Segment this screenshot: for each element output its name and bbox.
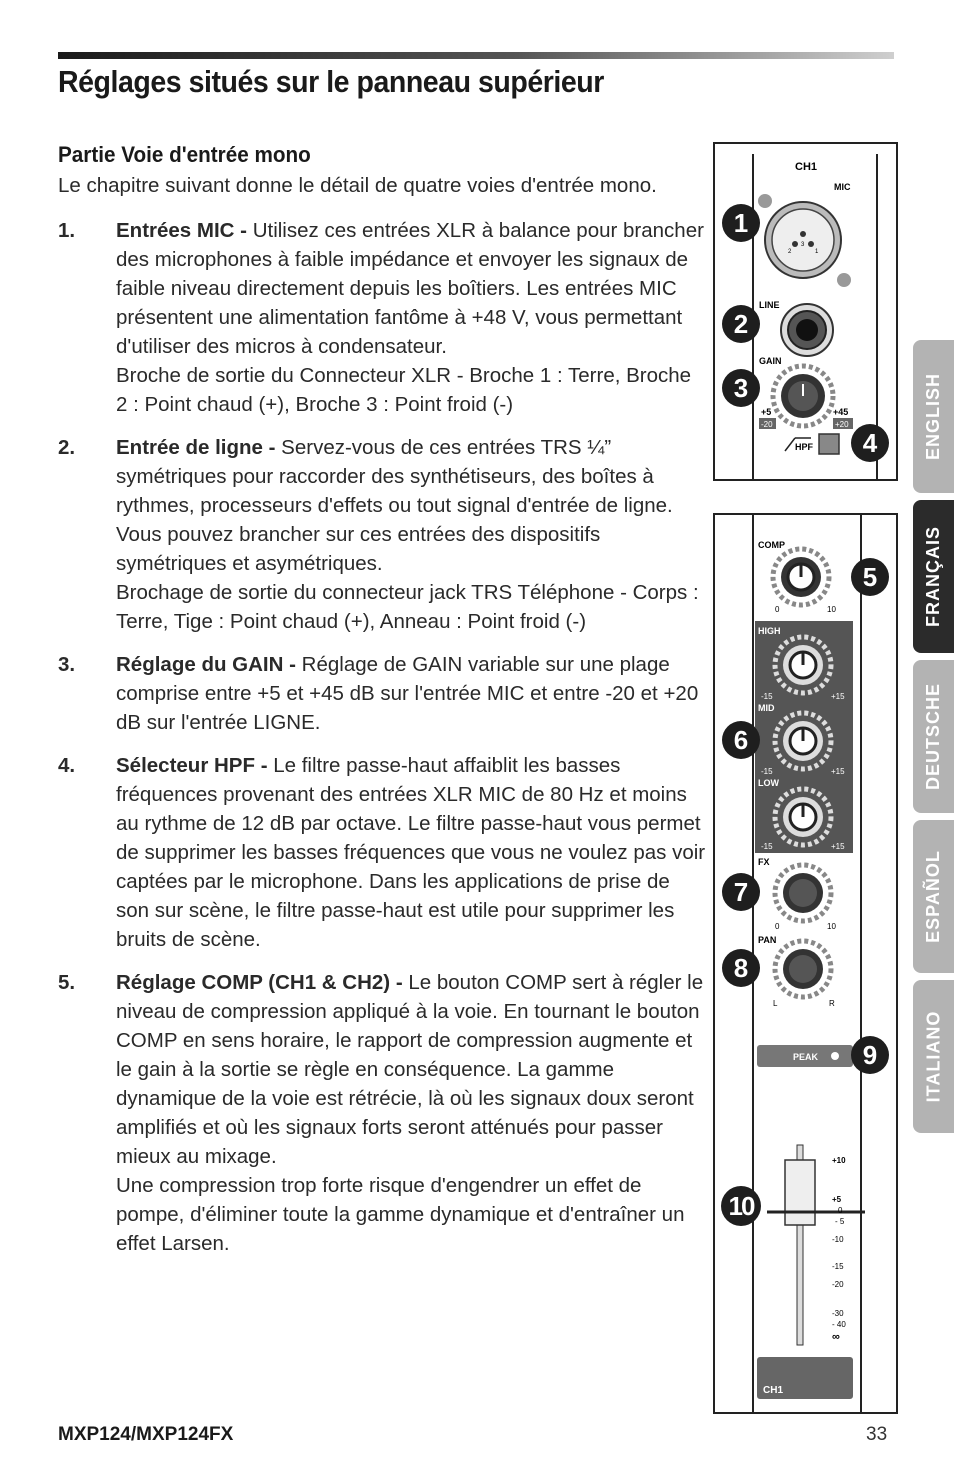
gain-max2-label: +20 (835, 420, 849, 429)
channel-strip-label: CH1 (763, 1385, 784, 1396)
item-text: Le bouton COMP sert à régler le niveau de compression appliqué à la voie. En tournant le bouton COMP en sens horaire, le rapport de compression augmente et le gain à la sortie se règle en conséquence. La gamme dynamique de la voie est rétrécie, là où les signaux doux seront amplifiés et où les signaux forts seront atténués pour passer mieux au mixage. (116, 971, 704, 1168)
pan-knob-cap (789, 955, 817, 983)
tab-espanol[interactable] (913, 820, 954, 973)
tab-label: ENGLISH (923, 372, 944, 461)
tab-deutsche[interactable] (913, 660, 954, 813)
high-label: HIGH (758, 626, 781, 636)
fader-scale-label: -15 (832, 1262, 844, 1271)
footer-model: MXP124/MXP124FX (58, 1424, 234, 1445)
item-body (116, 968, 708, 1258)
gain-label: GAIN (759, 356, 782, 366)
line-jack-hole (796, 319, 818, 341)
fader-scale-label: 0 (838, 1206, 843, 1215)
callout-2: 2 (722, 305, 760, 343)
screw-icon (758, 194, 772, 208)
fader-scale-label: +5 (832, 1195, 842, 1204)
fader-scale-label: -20 (832, 1280, 844, 1289)
hpf-switch[interactable] (819, 434, 839, 454)
fader-cap[interactable] (785, 1160, 815, 1225)
gain-max-label: +45 (833, 407, 849, 417)
low-max-label: +15 (831, 842, 845, 851)
xlr-pin (800, 231, 806, 237)
page-number: 33 (866, 1424, 888, 1445)
header-rule (58, 52, 894, 59)
section-heading: Partie Voie d'entrée mono (58, 142, 311, 167)
comp-label: COMP (758, 540, 785, 550)
mic-label: MIC (834, 182, 851, 192)
callout-4: 4 (851, 424, 889, 462)
high-min-label: -15 (761, 692, 773, 701)
item-label: Entrée de ligne - (116, 436, 276, 459)
low-min-label: -15 (761, 842, 773, 851)
intro-paragraph: Le chapitre suivant donne le détail de quatre voies d'entrée mono. (58, 174, 657, 197)
gain-min2-label: -20 (761, 420, 773, 429)
callout-5: 5 (851, 558, 889, 596)
line-label: LINE (759, 300, 780, 310)
xlr-pin-label: 3 (801, 242, 805, 248)
page-title: Réglages situés sur le panneau supérieur (58, 64, 604, 99)
fader-scale-label: +10 (832, 1156, 846, 1165)
mid-min-label: -15 (761, 767, 773, 776)
list-item-comp (58, 968, 708, 1258)
high-max-label: +15 (831, 692, 845, 701)
item-text: Servez-vous de ces entrées TRS ¼” symétriques pour raccorder des synthétiseurs, des boîtes à rythmes, processeurs d'effets ou tout signal d'entrée de ligne. Vous pouvez brancher sur ces entrées des dispositifs symétriques et asymétriques. (116, 436, 673, 575)
callout-8: 8 (722, 949, 760, 987)
tab-label: FRANÇAIS (923, 526, 943, 627)
xlr-pin (792, 241, 798, 247)
item-number: 2. (58, 436, 76, 459)
fx-min-label: 0 (775, 922, 780, 931)
xlr-pin-label: 2 (788, 249, 792, 255)
item-text-2: Brochage de sortie du connecteur jack TRS Téléphone - Corps : Terre, Tige : Point chaud (+), Anneau : Point froid (-) (116, 581, 699, 633)
item-text-2: Une compression trop forte risque d'engendrer un effet de pompe, d'éliminer toute la gamme dynamique et d'entraîner un effet Larsen. (116, 1174, 685, 1255)
xlr-pin (808, 241, 814, 247)
item-label: Entrées MIC - (116, 219, 247, 242)
fx-label: FX (758, 857, 770, 867)
ch-label: CH1 (795, 161, 818, 173)
fx-max-label: 10 (827, 922, 836, 931)
pan-left-label: L (773, 999, 778, 1008)
mid-max-label: +15 (831, 767, 845, 776)
xlr-pin-label: 1 (815, 249, 819, 255)
item-body (116, 650, 708, 737)
tab-label: DEUTSCHE (923, 682, 944, 791)
tab-label: ITALIANO (923, 1010, 943, 1103)
list-item-line (58, 433, 708, 636)
channel-top-panel (713, 142, 898, 481)
fader-scale-label: -30 (832, 1309, 844, 1318)
peak-label: PEAK (793, 1052, 819, 1062)
fader-scale-label: ∞ (832, 1331, 840, 1343)
list-item-mic (58, 216, 708, 419)
comp-min-label: 0 (775, 605, 780, 614)
list-item-gain (58, 650, 708, 737)
item-number: 5. (58, 971, 76, 994)
item-body (116, 751, 708, 954)
item-label: Sélecteur HPF - (116, 754, 268, 777)
item-body (116, 433, 708, 636)
tab-francais[interactable] (913, 500, 954, 653)
xlr-jack-inner (772, 209, 834, 271)
mid-label: MID (758, 703, 775, 713)
comp-max-label: 10 (827, 605, 836, 614)
callout-6: 6 (722, 721, 760, 759)
tab-english[interactable] (913, 340, 954, 493)
screw-icon (837, 273, 851, 287)
callout-3: 3 (722, 369, 760, 407)
item-text: Réglage de GAIN variable sur une plage comprise entre +5 et +45 dB sur l'entrée MIC et entre -20 et +20 dB sur l'entrée LIGNE. (116, 653, 699, 734)
fader-scale-label: - 40 (832, 1320, 846, 1329)
callout-9: 9 (851, 1036, 889, 1074)
item-text: Le filtre passe-haut affaiblit les basses fréquences provenant des entrées XLR MIC de 80 Hz et moins au rythme de 12 dB par octave. Le filtre passe-haut vous permet de supprimer les basses fréquences que vous ne voulez pas voir captées par le microphone. Dans les applications de prise de son sur scène, le filtre passe-haut est utile pour supprimer les bruits de scène. (116, 754, 706, 951)
fader-scale-label: - 5 (835, 1217, 845, 1226)
main-content (58, 140, 708, 1272)
fader-scale-label: -10 (832, 1235, 844, 1244)
item-text: Utilisez ces entrées XLR à balance pour brancher des microphones à faible impédance et envoyer les signaux de faible niveau directement depuis les boîtiers. Les entrées MIC présentent une alimentation fantôme à +48 V, vous permettant d'utiliser des micros à condensateur. (116, 219, 704, 358)
fx-knob-cap (789, 879, 817, 907)
hpf-symbol-icon (785, 438, 795, 451)
pan-label: PAN (758, 935, 777, 945)
peak-led-icon (831, 1052, 839, 1060)
tab-label: ESPAÑOL (923, 850, 943, 943)
item-number: 1. (58, 219, 76, 242)
item-text-2: Broche de sortie du Connecteur XLR - Broche 1 : Terre, Broche 2 : Point chaud (+), Broche 3 : Point froid (-) (116, 364, 692, 416)
callout-7: 7 (722, 873, 760, 911)
item-label: Réglage COMP (CH1 & CH2) - (116, 971, 403, 994)
list-item-hpf (58, 751, 708, 954)
hpf-label: HPF (795, 442, 813, 452)
tab-italiano[interactable] (913, 980, 954, 1133)
item-body (116, 216, 708, 419)
callout-10: 10 (721, 1186, 761, 1226)
pan-right-label: R (829, 999, 835, 1008)
item-number: 4. (58, 754, 76, 777)
item-label: Réglage du GAIN - (116, 653, 296, 676)
callout-1: 1 (722, 204, 760, 242)
channel-bottom-panel (713, 513, 898, 1414)
item-number: 3. (58, 653, 76, 676)
gain-min-label: +5 (761, 407, 772, 417)
low-label: LOW (758, 778, 779, 788)
